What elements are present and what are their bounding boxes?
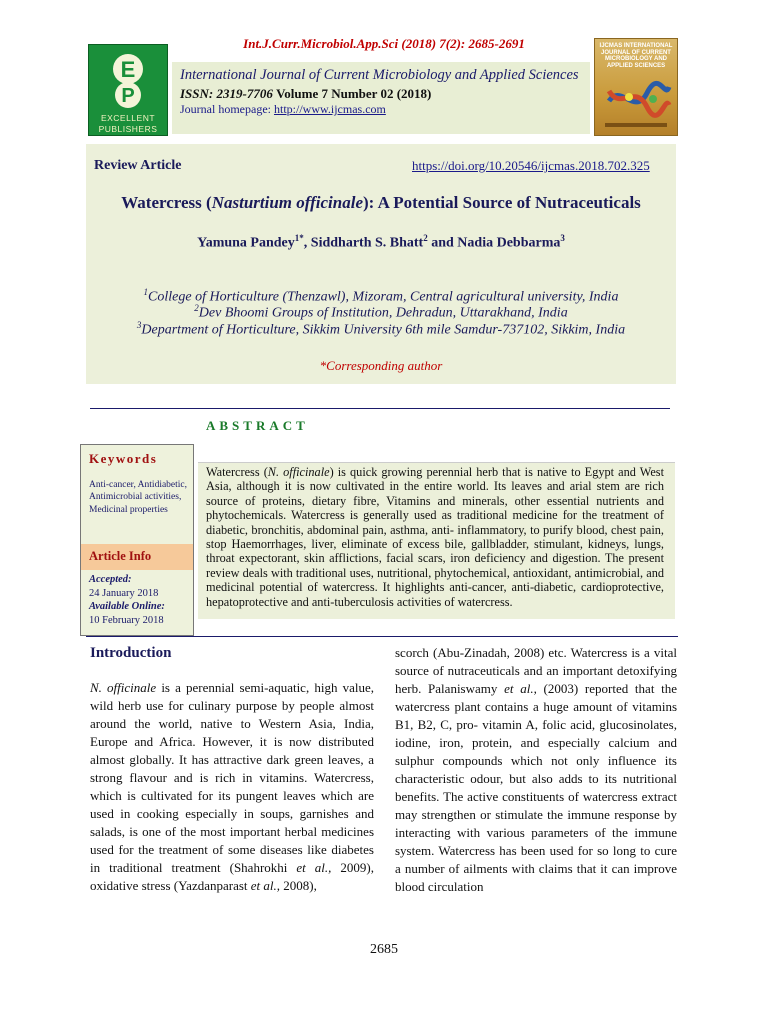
abstract-heading: ABSTRACT [206,418,309,433]
keywords-list: Anti-cancer, Antidiabetic, Antimicrobial activities, Medicinal properties [89,480,188,515]
accepted-date: 24 January 2018 [89,587,159,599]
title-species: Nasturtium officinale [211,193,363,212]
author-affiliation-marker: 3 [560,233,565,243]
journal-name: International Journal of Current Microbiology and Applied Sciences [180,67,579,83]
online-date: 10 February 2018 [89,614,164,626]
abstract-species: N. officinale [267,465,330,479]
article-title [86,193,676,213]
affiliation [86,320,676,339]
title-suffix: ): A Potential Source of Nutraceuticals [363,193,641,212]
author-name: Yamuna Pandey [197,235,295,251]
accepted-label: Accepted: [89,574,132,585]
article-info-heading: Article Info [89,549,152,563]
homepage-link[interactable]: http://www.ijcmas.com [273,102,386,116]
keywords-heading: Keywords [89,451,158,466]
body-text: is a perennial semi-aquatic, high value, wild herb use for culinary purpose by people almost around the world, native to Western Asia, India, Europe and Africa. However, it is now distributed almost globally. It has attractive dark green leaves, a strong flavour and is rich in vitamins. Watercress, which is cultivated for its pungent leaves which are used in cooking especially in soups, garnishes and salads, is one of the most important herbal medicines used for the treatment of some diseases like diabetes in traditional treatment (Shahrokhi [90,680,374,875]
introduction-heading: Introduction [90,645,172,661]
species-name: N. officinale [90,680,157,695]
affiliation [86,303,676,322]
publisher-logo [88,44,168,136]
corresponding-author: *Corresponding author [319,358,443,373]
body-text: (2003) reported that the watercress plant contains a huge amount of vitamins B1, B2, C, pro- vitamin A, folic acid, glucosinolates, iodine, iron, protein, and especially calcium and sulphur compounds which not only influence its characteristic odour, but also adds to its nutritional benefits. The active constituents of watercress extract may strengthen or stimulate the immune response by interacting with various parameters of the immune system. Watercress has been used for so long to cure a number of ailments with claims that it can improve blood circulation [395,681,678,894]
affiliation-number: 3 [136,320,142,330]
affiliation-text: Department of Horticulture, Sikkim University 6th mile Samdur-737102, Sikkim, India [141,322,626,338]
abstract-start: Watercress ( [206,465,268,479]
affiliation-number: 1 [143,287,149,297]
title-box [86,144,676,384]
author-affiliation-marker: 2 [423,233,428,243]
journal-citation: Int.J.Curr.Microbiol.App.Sci (2018) 7(2): 2685-2691 [243,36,525,51]
body-text: 2008), [280,878,317,893]
volume: Volume 7 Number 02 (2018) [276,86,432,101]
logo-letter-e: E [120,57,136,82]
author-name: Siddharth S. Bhatt [310,235,424,251]
body-text: scorch (Abu-Zinadah, 2008) etc. Watercress is a vital source of nutraceuticals and an important detoxifying herb. Palaniswamy [395,645,677,696]
article-sidebar [80,444,194,636]
author-separator: and [427,235,458,251]
affiliation-number: 2 [194,303,199,313]
logo-line-1: EXCELLENT [100,113,156,123]
abstract-text [206,465,664,609]
issn-line [180,86,431,102]
divider [90,408,670,409]
doi-link[interactable]: https://doi.org/10.20546/ijcmas.2018.702.325 [412,158,650,173]
affiliation-text: College of Horticulture (Thenzawl), Mizoram, Central agricultural university, India [148,289,619,305]
body-column-right [395,644,677,896]
abstract-body: ) is quick growing perennial herb that is native to Egypt and West Asia, although it is now cultivated in the entire world. Its leaves and arial stem are rich source of proteins, dietary fibre, Vitamins and minerals, other essential nutrients and phytochemicals. Watercress is generally used as traditional medicine for the treatment of diabetic, bronchitis, abdominal pain, asthma, anti- inflammatory, to purify blood, chest pain, stop Haemorrhages, liver, eliminate of excess bile, gallbladder, stimulant, kidneys, lungs, throat expectorant, skin afflictions, facial scars, iron deficiency and digestion. The present review deals with traditional uses, nutritional, phytochemical, antioxidant, antimicrobial, and medicinal potential of watercress. It highlights anti-cancer, anti-diabetic, cardioprotective, hepatoprotective and anti-tuberculosis activities of watercress. [206,465,665,609]
journal-homepage [180,102,386,117]
issn: ISSN: 2319-7706 [180,86,273,101]
cover-title: IJCMAS INTERNATIONAL JOURNAL OF CURRENT MICROBIOLOGY AND APPLIED SCIENCES [599,43,673,69]
title-prefix: Watercress ( [121,193,212,212]
author-name: Nadia Debbarma [457,235,561,251]
online-label: Available Online: [89,601,165,612]
ep-logo-icon [103,51,153,109]
article-type: Review Article [94,158,182,173]
et-al: et al., [296,860,332,875]
article-dates [89,573,193,627]
author-list [86,233,676,252]
et-al: et al., [504,681,537,696]
dna-image-icon [595,39,677,135]
journal-cover-thumbnail [594,38,678,136]
body-text: 2009), oxidative stress (Yazdanparast [90,860,374,893]
author-affiliation-marker: 1* [294,233,304,243]
author-separator: , [303,235,311,251]
et-al: et al., [250,878,281,893]
divider [86,636,678,637]
page-number: 2685 [370,942,398,957]
affiliation-text: Dev Bhoomi Groups of Institution, Dehradun, Uttarakhand, India [198,305,568,321]
homepage-label: Journal homepage: [180,102,274,116]
logo-letter-p: P [121,85,135,107]
logo-line-2: PUBLISHERS [98,124,158,134]
body-column-left [90,679,374,895]
